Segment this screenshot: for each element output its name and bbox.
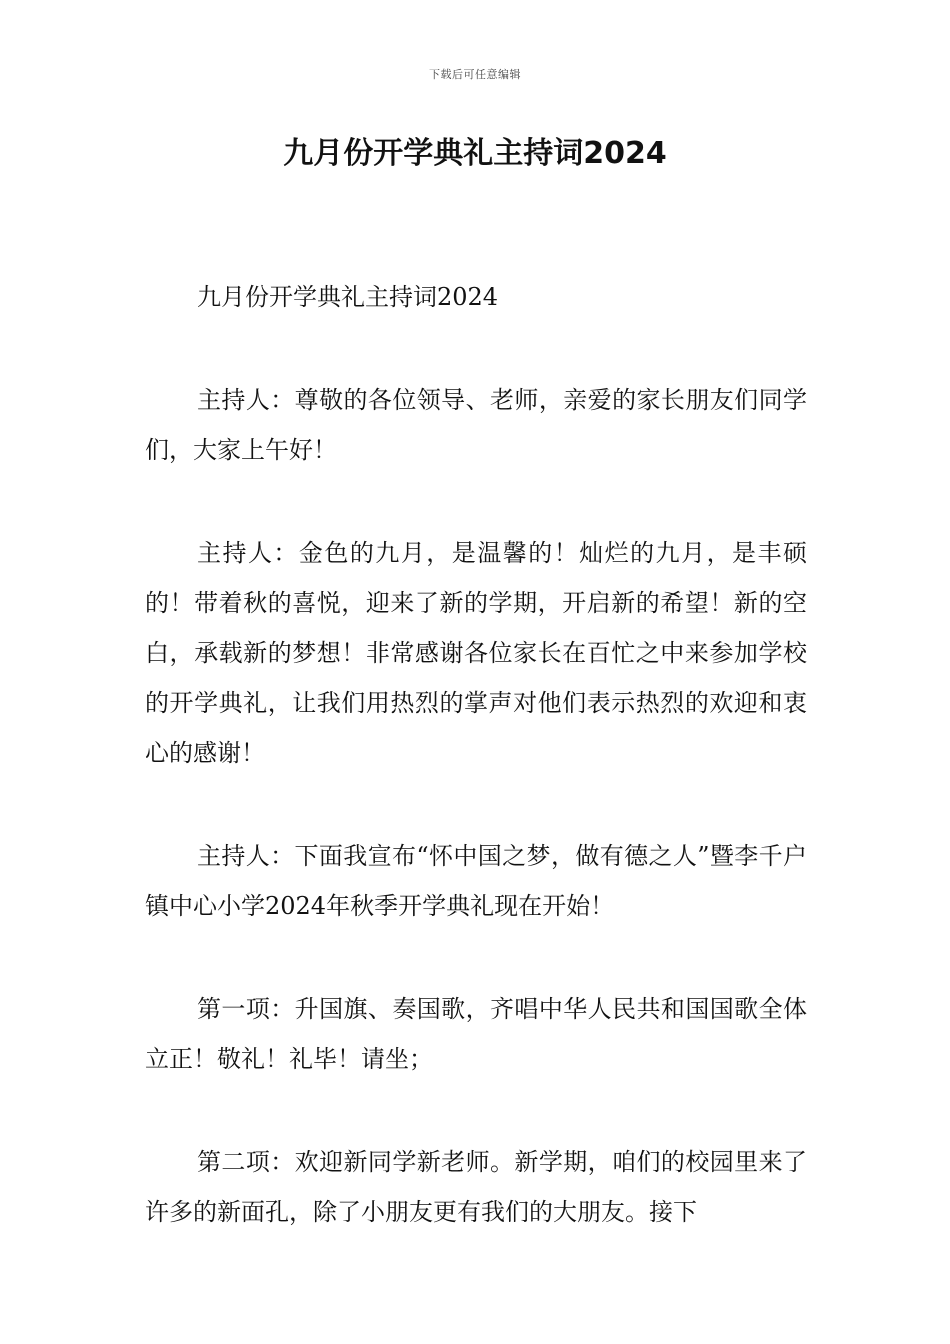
header-note: 下载后可任意编辑: [429, 68, 521, 81]
paragraph-announcement: 主持人：下面我宣布“怀中国之梦，做有德之人”暨李千户镇中心小学2024年秋季开学典礼现在开始！: [145, 842, 807, 920]
paragraph-subtitle: 九月份开学典礼主持词2024: [197, 283, 499, 311]
paragraph-greeting: 主持人：尊敬的各位领导、老师，亲爱的家长朋友们同学们，大家上午好！: [145, 386, 807, 464]
paragraph-item-one: 第一项：升国旗、奏国歌，齐唱中华人民共和国国歌全体立正！敬礼！礼毕！请坐；: [145, 995, 807, 1073]
paragraph-item-two: 第二项：欢迎新同学新老师。新学期，咱们的校园里来了许多的新面孔，除了小朋友更有我们的大朋友。接下: [145, 1148, 807, 1226]
paragraph-opening: 主持人：金色的九月，是温馨的！灿烂的九月，是丰硕的！带着秋的喜悦，迎来了新的学期，开启新的希望！新的空白，承载新的梦想！非常感谢各位家长在百忙之中来参加学校的开学典礼，让我们用热烈的掌声对他们表示热烈的欢迎和衷心的感谢！: [145, 539, 807, 767]
document-body: [145, 272, 807, 1290]
document-title: 九月份开学典礼主持词2024: [283, 136, 667, 171]
